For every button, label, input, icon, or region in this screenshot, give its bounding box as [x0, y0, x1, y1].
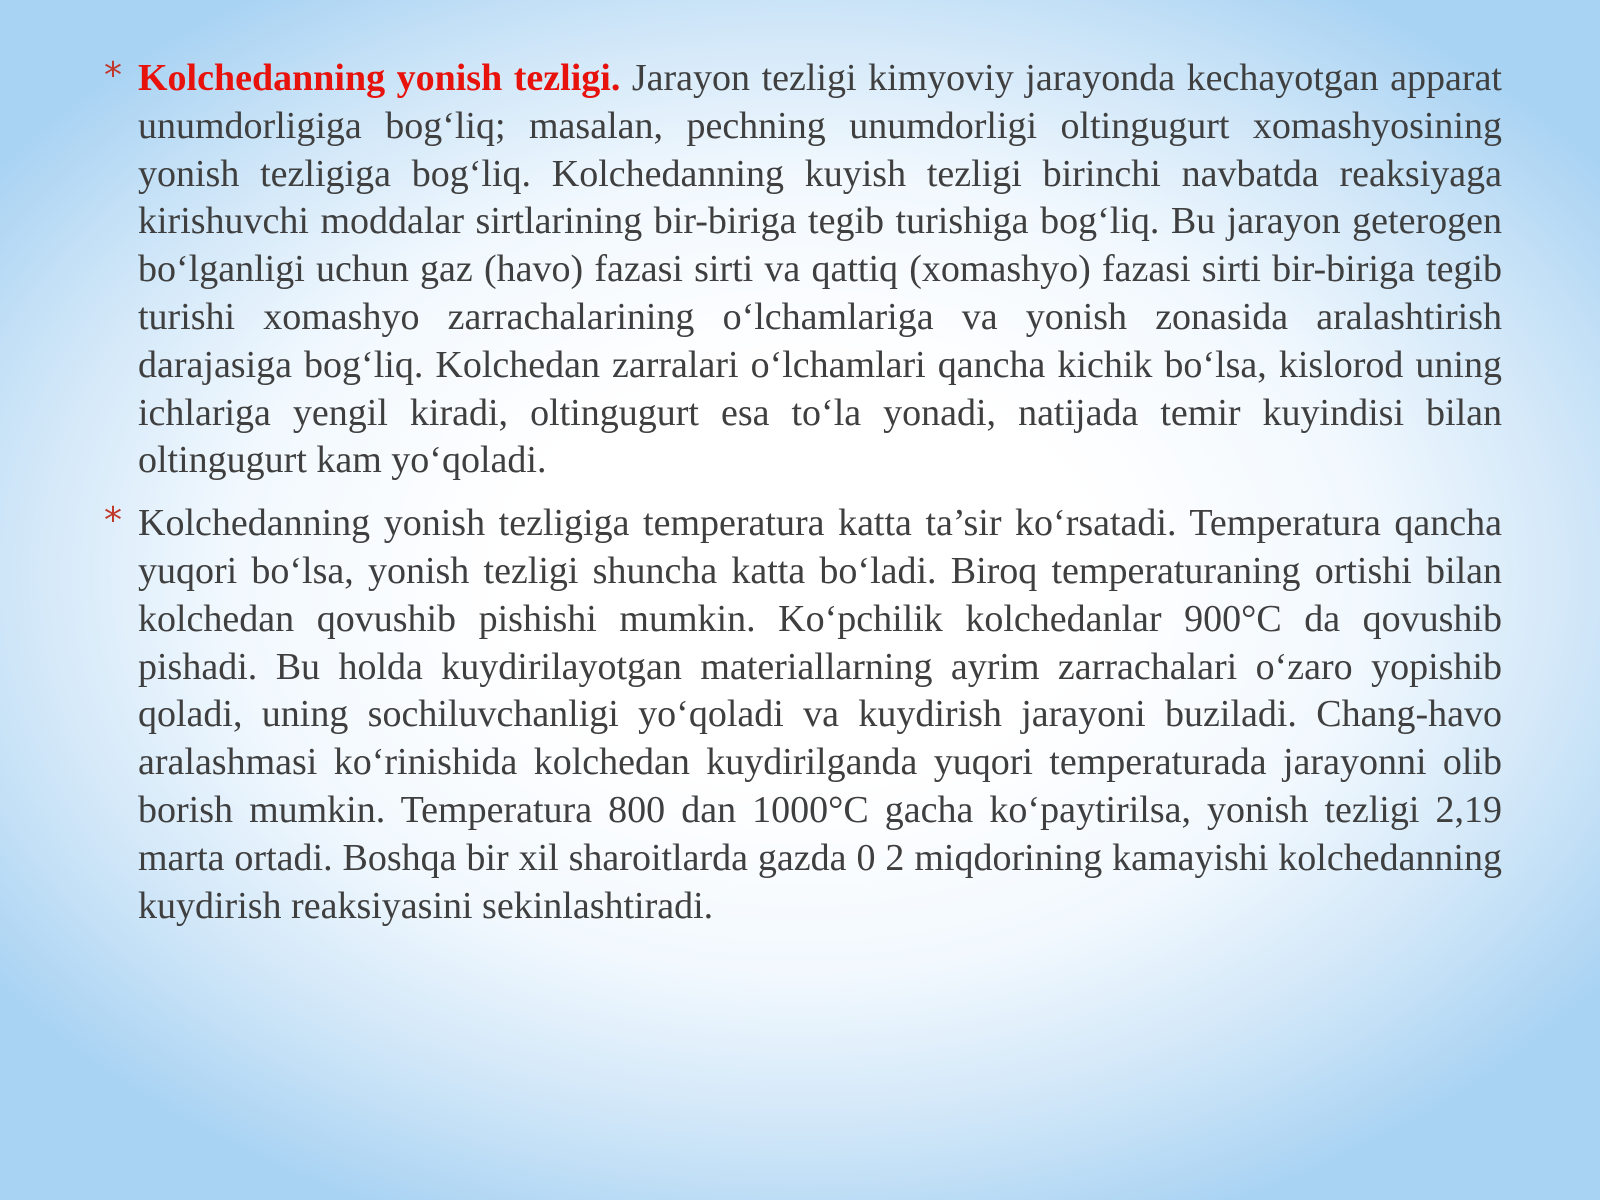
paragraph-text: Kolchedanning yonish tezligiga temperatura katta ta’sir ko‘rsatadi. Temperatura qancha yuqori bo‘lsa, yonish tezligi shuncha katta bo‘ladi. Biroq temperaturaning ortishi bilan kolchedan qovushib pishishi mumkin. Ko‘pchilik kolchedanlar 900°C da qovushib pishadi. Bu holda kuydirilayotgan materiallarning ayrim zarrachalari o‘zaro yopishib qoladi, uning sochiluvchanligi yo‘qoladi va kuydirish jarayoni buziladi. Chang-havo aralashmasi ko‘rinishida kolchedan kuydirilganda yuqori temperaturada jarayonni olib borish mumkin. Temperatura 800 dan 1000°C gacha ko‘paytirilsa, yonish tezligi 2,19 marta ortadi. Boshqa bir xil sharoitlarda gazda 0 2 miqdorining kamayishi kolchedanning kuydirish reaksiyasini sekinlashtiradi. [138, 502, 1502, 927]
asterisk-bullet-icon: * [104, 55, 122, 96]
asterisk-bullet-icon: * [104, 500, 122, 542]
bullet-paragraph-2 [104, 500, 1502, 930]
bullet-paragraph-1 [104, 55, 1502, 485]
paragraph-heading: Kolchedanning yonish tezligi. [138, 57, 621, 99]
paragraph-text: Jarayon tezligi kimyoviy jarayonda kechayotgan apparat unumdorligiga bog‘liq; masalan, pechning unumdorligi oltingugurt xomashyosining yonish tezligiga bog‘liq. Kolchedanning kuyish tezligi birinchi navbatda reaksiyaga kirishuvchi moddalar sirtlarining bir-biriga tegib turishiga bog‘liq. Bu jarayon geterogen bo‘lganligi uchun gaz (havo) fazasi sirti va qattiq (xomashyo) fazasi sirti bir-biriga tegib turishi xomashyo zarrachalarining o‘lchamlariga va yonish zonasida aralashtirish darajasiga bog‘liq. Kolchedan zarralari o‘lchamlari qancha kichik bo‘lsa, kislorod uning ichlariga yengil kiradi, oltingugurt esa to‘la yonadi, natijada temir kuyindisi bilan oltingugurt kam yo‘qoladi. [138, 57, 1502, 482]
slide-body [104, 55, 1502, 930]
